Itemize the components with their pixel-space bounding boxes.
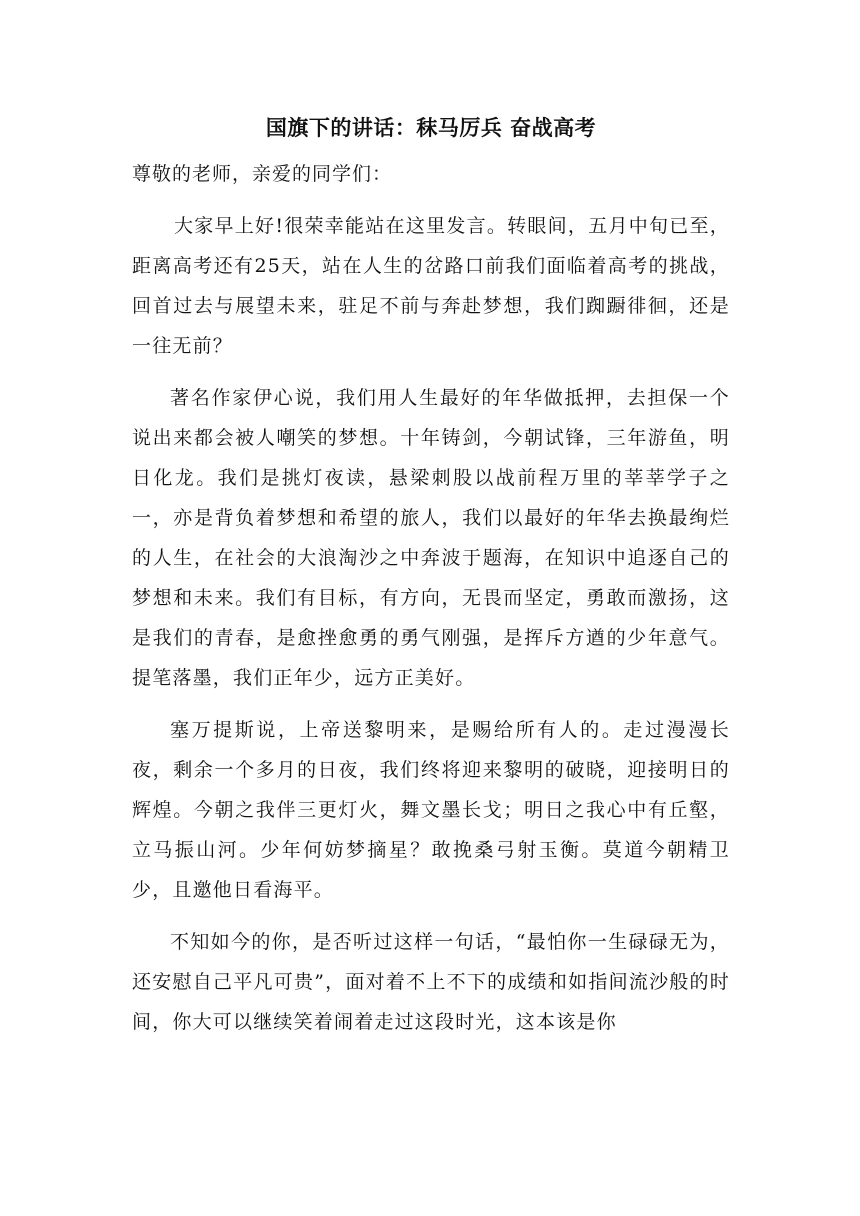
body-paragraph-4: 不知如今的你，是否听过这样一句话，“最怕你一生碌碌无为，还安慰自己平凡可贵”，面对着不上不下的成绩和如指间流沙般的时间，你大可以继续笑着闹着走过这段时光，这本该是你 <box>132 931 730 1033</box>
body-paragraph-1: 大家早上好!很荣幸能站在这里发言。转眼间，五月中旬已至，距离高考还有25天，站在人生的岔路口前我们面临着高考的挑战，回首过去与展望未来，驻足不前与奔赴梦想，我们踟蹰徘徊，还是一往无前？ <box>132 215 730 357</box>
page-title: 国旗下的讲话：秣马厉兵 奋战高考 <box>265 115 597 140</box>
document-page <box>132 108 730 1054</box>
body-paragraph-2: 著名作家伊心说，我们用人生最好的年华做抵押，去担保一个说出来都会被人嘲笑的梦想。十年铸剑，今朝试锋，三年游鱼，明日化龙。我们是挑灯夜读，悬梁刺股以战前程万里的莘莘学子之一，亦是背负着梦想和希望的旅人，我们以最好的年华去换最绚烂的人生，在社会的大浪淘沙之中奔波于题海，在知识中追逐自己的梦想和未来。我们有目标，有方向，无畏而坚定，勇敢而激扬，这是我们的青春，是愈挫愈勇的勇气刚强，是挥斥方遒的少年意气。提笔落墨，我们正年少，远方正美好。 <box>132 387 730 689</box>
salutation: 尊敬的老师，亲爱的同学们： <box>132 163 393 185</box>
body-paragraph-3: 塞万提斯说，上帝送黎明来，是赐给所有人的。走过漫漫长夜，剩余一个多月的日夜，我们终将迎来黎明的破晓，迎接明日的辉煌。今朝之我伴三更灯火，舞文墨长戈；明日之我心中有丘壑，立马振山河。少年何妨梦摘星？敢挽桑弓射玉衡。莫道今朝精卫少，且邀他日看海平。 <box>132 719 730 901</box>
